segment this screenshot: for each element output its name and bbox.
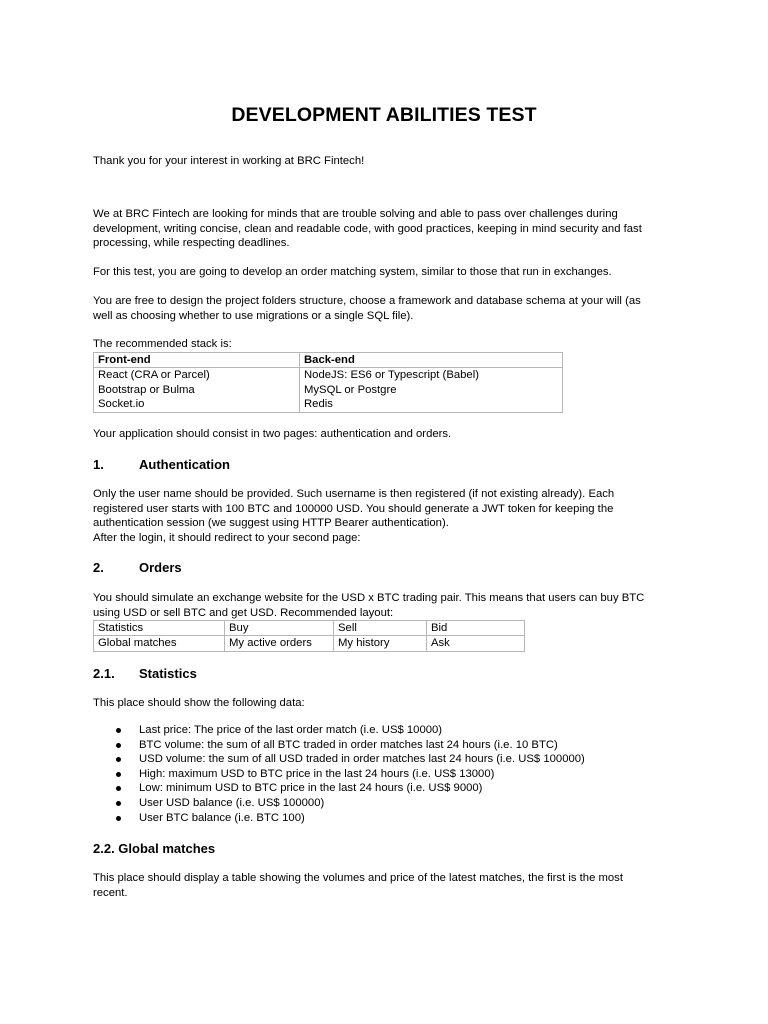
table-cell: My history xyxy=(334,636,427,651)
text-line: well as choosing whether to use migrations or a single SQL file). xyxy=(93,309,414,322)
section-2-title: Orders xyxy=(139,560,182,575)
text-line: development, writing concise, clean and readable code, with good practices, keeping in mind security and fast xyxy=(93,222,642,235)
section-2-2-title: 2.2. Global matches xyxy=(93,841,216,856)
statistics-list xyxy=(114,723,585,825)
global-matches-paragraph xyxy=(93,871,673,900)
table-cell: Bid xyxy=(427,621,525,636)
list-item xyxy=(114,738,585,753)
table-cell: My active orders xyxy=(225,636,334,651)
section-1-number: 1. xyxy=(93,457,104,472)
document-title: DEVELOPMENT ABILITIES TEST xyxy=(231,104,537,126)
text-line: You should simulate an exchange website for the USD x BTC trading pair. This means that users can buy BTC xyxy=(93,592,645,604)
backend-item: Redis xyxy=(304,398,333,411)
backend-item: NodeJS: ES6 or Typescript (Babel) xyxy=(304,369,479,382)
table-row xyxy=(94,621,525,636)
bullet-icon xyxy=(116,743,121,748)
frontend-header: Front-end xyxy=(94,353,300,368)
table-row xyxy=(94,636,525,651)
stack-table xyxy=(93,352,563,413)
text-line: using USD or sell BTC and get USD. Recommended layout: xyxy=(93,606,394,619)
section-1-title: Authentication xyxy=(139,457,230,472)
table-row xyxy=(94,368,563,412)
text-line: We at BRC Fintech are looking for minds that are trouble solving and able to pass over challenges during xyxy=(93,208,618,220)
orders-paragraph xyxy=(93,591,673,620)
frontend-item: React (CRA or Parcel) xyxy=(98,369,210,382)
text-line: After the login, it should redirect to your second page: xyxy=(93,531,361,544)
section-2-number: 2. xyxy=(93,560,104,575)
list-item-text: BTC volume: the sum of all BTC traded in order matches last 24 hours (i.e. 10 BTC) xyxy=(139,738,558,751)
frontend-item: Bootstrap or Bulma xyxy=(98,383,195,396)
frontend-item: Socket.io xyxy=(98,398,145,411)
backend-cell xyxy=(300,368,563,412)
bullet-icon xyxy=(116,757,121,762)
bullet-icon xyxy=(116,801,121,806)
bullet-icon xyxy=(116,786,121,791)
list-item-text: USD volume: the sum of all USD traded in order matches last 24 hours (i.e. US$ 100000) xyxy=(139,753,585,766)
list-item-text: User USD balance (i.e. US$ 100000) xyxy=(139,796,325,809)
bullet-icon xyxy=(116,772,121,777)
text-line: This place should display a table showing the volumes and price of the latest matches, the first is the most xyxy=(93,872,623,884)
list-item-text: Last price: The price of the last order match (i.e. US$ 10000) xyxy=(139,724,443,736)
authentication-paragraph xyxy=(93,487,673,545)
table-cell: Global matches xyxy=(94,636,225,651)
table-cell: Sell xyxy=(334,621,427,636)
layout-table xyxy=(93,620,525,652)
list-item xyxy=(114,752,585,767)
bullet-icon xyxy=(116,728,121,733)
table-row xyxy=(94,353,563,368)
list-item-text: High: maximum USD to BTC price in the last 24 hours (i.e. US$ 13000) xyxy=(139,767,495,780)
table-cell: Buy xyxy=(225,621,334,636)
table-cell: Statistics xyxy=(94,621,225,636)
text-line: processing, while respecting deadlines. xyxy=(93,237,290,250)
list-item xyxy=(114,781,585,796)
text-line: You are free to design the project folders structure, choose a framework and database schema at your will (as xyxy=(93,295,641,307)
section-2-1-number: 2.1. xyxy=(93,666,115,681)
backend-header: Back-end xyxy=(300,353,563,368)
statistics-intro: This place should show the following data: xyxy=(93,697,305,709)
table-cell: Ask xyxy=(427,636,525,651)
text-line: authentication session (we suggest using HTTP Bearer authentication). xyxy=(93,517,449,530)
stack-intro: The recommended stack is: xyxy=(93,338,232,350)
bullet-icon xyxy=(116,816,121,821)
text-line: registered user starts with 100 BTC and 100000 USD. You should generate a JWT token for keeping the xyxy=(93,502,614,515)
list-item xyxy=(114,723,585,738)
list-item-text: Low: minimum USD to BTC price in the last 24 hours (i.e. US$ 9000) xyxy=(139,782,483,795)
freedom-paragraph xyxy=(93,294,673,323)
list-item xyxy=(114,767,585,782)
test-description-paragraph: For this test, you are going to develop an order matching system, similar to those that run in exchanges. xyxy=(93,266,612,278)
list-item-text: User BTC balance (i.e. BTC 100) xyxy=(139,811,305,824)
text-line: Only the user name should be provided. Such username is then registered (if not existing already). Each xyxy=(93,488,615,500)
intro-paragraph: Thank you for your interest in working at BRC Fintech! xyxy=(93,155,365,167)
text-line: recent. xyxy=(93,886,128,899)
pages-paragraph: Your application should consist in two pages: authentication and orders. xyxy=(93,428,452,440)
list-item xyxy=(114,796,585,811)
list-item xyxy=(114,811,585,826)
backend-item: MySQL or Postgre xyxy=(304,383,397,396)
mission-paragraph xyxy=(93,207,673,251)
section-2-1-title: Statistics xyxy=(139,666,197,681)
frontend-cell xyxy=(94,368,300,412)
